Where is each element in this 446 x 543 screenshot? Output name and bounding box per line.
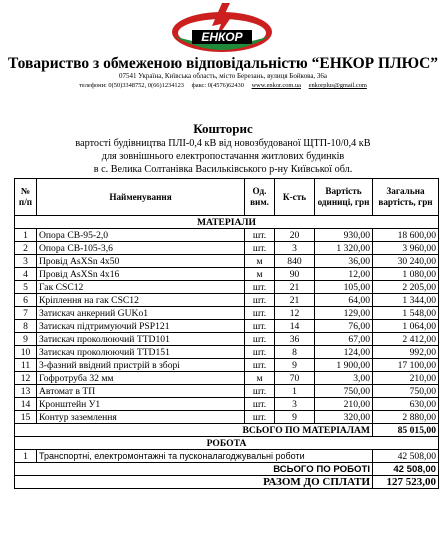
- row-qty: 21: [275, 294, 315, 307]
- grand-total-row: [15, 476, 439, 489]
- table-row: [15, 333, 439, 346]
- row-num: 7: [15, 307, 37, 320]
- row-num: 3: [15, 255, 37, 268]
- row-total: 2 412,00: [373, 333, 439, 346]
- materials-total-label: ВСЬОГО ПО МАТЕРІАЛАМ: [15, 424, 373, 437]
- materials-total-value: 85 015,00: [373, 424, 439, 437]
- row-unit-price: 76,00: [315, 320, 373, 333]
- document-subtitle-1: вартості будівництва ПЛІ-0,4 кВ від новозбудованої ЩТП-10/0,4 кВ: [75, 138, 371, 149]
- row-qty: 9: [275, 411, 315, 424]
- row-total: 2 205,00: [373, 281, 439, 294]
- row-num: 1: [15, 450, 37, 463]
- materials-total-row: [15, 424, 439, 437]
- work-total-value: 42 508,00: [373, 463, 439, 476]
- row-name: Затискач проколюючий TTD151: [37, 346, 245, 359]
- table-row: [15, 294, 439, 307]
- row-unit: м: [245, 268, 275, 281]
- row-name: Автомат в ТП: [37, 385, 245, 398]
- company-contacts: [0, 82, 446, 89]
- row-qty: 9: [275, 359, 315, 372]
- row-name: 3-фазний ввідний пристрій в зборі: [37, 359, 245, 372]
- header-num: № п/п: [15, 179, 37, 216]
- row-num: 12: [15, 372, 37, 385]
- document-subtitle-3: в с. Велика Солтанівка Васильківського р-ну Київської обл.: [93, 164, 353, 175]
- row-qty: 90: [275, 268, 315, 281]
- table-row: [15, 398, 439, 411]
- row-name: Затискач підтримуючий PSP121: [37, 320, 245, 333]
- row-qty: 70: [275, 372, 315, 385]
- header-name: Найменування: [37, 179, 245, 216]
- row-unit: м: [245, 372, 275, 385]
- row-num: 1: [15, 229, 37, 242]
- row-name: Опора СВ-105-3,6: [37, 242, 245, 255]
- row-unit: шт.: [245, 242, 275, 255]
- row-qty: 1: [275, 385, 315, 398]
- row-num: 15: [15, 411, 37, 424]
- row-total: 18 600,00: [373, 229, 439, 242]
- row-num: 2: [15, 242, 37, 255]
- document-subtitle-2: для зовнішнього електропостачання житлових будинків: [101, 151, 345, 162]
- company-address: 07541 Україна, Київська область, місто Березань, вулиця Бойкова, 36а: [118, 72, 328, 80]
- document-title: Кошторис: [193, 121, 253, 136]
- row-name: Кронштейн У1: [37, 398, 245, 411]
- company-logo: [164, 2, 280, 60]
- row-qty: 21: [275, 281, 315, 294]
- row-unit-price: 3,00: [315, 372, 373, 385]
- row-name: Затискач анкерний GUKo1: [37, 307, 245, 320]
- row-qty: 36: [275, 333, 315, 346]
- row-num: 5: [15, 281, 37, 294]
- work-total-row: [15, 463, 439, 476]
- table-row: [15, 242, 439, 255]
- row-total: 1 080,00: [373, 268, 439, 281]
- row-qty: 8: [275, 346, 315, 359]
- row-num: 8: [15, 320, 37, 333]
- table-row: [15, 359, 439, 372]
- table-row: [15, 255, 439, 268]
- table-row: [15, 411, 439, 424]
- row-total: 630,00: [373, 398, 439, 411]
- row-name: Опора СВ-95-2,0: [37, 229, 245, 242]
- row-num: 10: [15, 346, 37, 359]
- logo-text: ЕНКОР: [201, 30, 243, 44]
- row-num: 13: [15, 385, 37, 398]
- row-total: 1 344,00: [373, 294, 439, 307]
- row-unit: шт.: [245, 307, 275, 320]
- row-total: 1 548,00: [373, 307, 439, 320]
- work-section-title: РОБОТА: [15, 437, 439, 450]
- row-total: 992,00: [373, 346, 439, 359]
- row-num: 11: [15, 359, 37, 372]
- row-name: Кріплення на гак CSC12: [37, 294, 245, 307]
- row-total: 1 064,00: [373, 320, 439, 333]
- row-unit-price: 930,00: [315, 229, 373, 242]
- estimate-table: [14, 178, 439, 489]
- row-qty: 3: [275, 398, 315, 411]
- row-total: 17 100,00: [373, 359, 439, 372]
- row-name: Транспортні, електромонтажні та пусконалагоджувальні роботи: [37, 450, 373, 463]
- row-unit-price: 36,00: [315, 255, 373, 268]
- row-unit: шт.: [245, 398, 275, 411]
- grand-total-value: 127 523,00: [373, 476, 439, 489]
- row-unit: шт.: [245, 333, 275, 346]
- row-unit: м: [245, 255, 275, 268]
- table-row: [15, 307, 439, 320]
- row-unit-price: 1 900,00: [315, 359, 373, 372]
- row-name: Затискач проколюючий TTD101: [37, 333, 245, 346]
- row-qty: 20: [275, 229, 315, 242]
- row-name: Гак CSC12: [37, 281, 245, 294]
- grand-total-label: РАЗОМ ДО СПЛАТИ: [15, 476, 373, 489]
- materials-section-row: [15, 216, 439, 229]
- row-total: 2 880,00: [373, 411, 439, 424]
- header-qty: К-сть: [275, 179, 315, 216]
- row-unit: шт.: [245, 385, 275, 398]
- row-unit-price: 64,00: [315, 294, 373, 307]
- work-section-row: [15, 437, 439, 450]
- row-unit-price: 129,00: [315, 307, 373, 320]
- row-name: Провід AsXSn 4х16: [37, 268, 245, 281]
- row-num: 14: [15, 398, 37, 411]
- table-row: [15, 346, 439, 359]
- row-unit: шт.: [245, 294, 275, 307]
- row-num: 6: [15, 294, 37, 307]
- header-unit-price: Вартість одиниці, грн: [315, 179, 373, 216]
- row-total: 750,00: [373, 385, 439, 398]
- header-unit: Од. вим.: [245, 179, 275, 216]
- email-link[interactable]: enkorplus@gmail.com: [308, 82, 367, 89]
- table-row: [15, 281, 439, 294]
- row-qty: 14: [275, 320, 315, 333]
- materials-section-title: МАТЕРІАЛИ: [15, 216, 439, 229]
- row-total: 42 508,00: [373, 450, 439, 463]
- row-unit-price: 105,00: [315, 281, 373, 294]
- row-unit-price: 320,00: [315, 411, 373, 424]
- row-unit: шт.: [245, 229, 275, 242]
- table-row: [15, 229, 439, 242]
- row-unit-price: 12,00: [315, 268, 373, 281]
- table-row: [15, 450, 439, 463]
- row-name: Гофротруба 32 мм: [37, 372, 245, 385]
- row-unit-price: 124,00: [315, 346, 373, 359]
- row-unit: шт.: [245, 411, 275, 424]
- row-total: 30 240,00: [373, 255, 439, 268]
- row-qty: 12: [275, 307, 315, 320]
- row-unit: шт.: [245, 359, 275, 372]
- row-unit-price: 1 320,00: [315, 242, 373, 255]
- table-row: [15, 320, 439, 333]
- fax-number: факс: 0(4576)62430: [191, 82, 244, 89]
- row-unit: шт.: [245, 320, 275, 333]
- row-name: Контур заземлення: [37, 411, 245, 424]
- website-link[interactable]: www.enkor.com.ua: [251, 82, 302, 89]
- row-unit-price: 210,00: [315, 398, 373, 411]
- table-row: [15, 268, 439, 281]
- row-num: 4: [15, 268, 37, 281]
- table-row: [15, 372, 439, 385]
- phone-numbers: телефони: 0(50)3348752, 0(66)1234123: [79, 82, 184, 89]
- row-total: 210,00: [373, 372, 439, 385]
- row-qty: 3: [275, 242, 315, 255]
- table-row: [15, 385, 439, 398]
- header-total: Загальна вартість, грн: [373, 179, 439, 216]
- row-name: Провід AsXSn 4х50: [37, 255, 245, 268]
- row-unit-price: 67,00: [315, 333, 373, 346]
- row-qty: 840: [275, 255, 315, 268]
- row-unit: шт.: [245, 281, 275, 294]
- row-total: 3 960,00: [373, 242, 439, 255]
- row-unit: шт.: [245, 346, 275, 359]
- row-num: 9: [15, 333, 37, 346]
- table-header-row: [15, 179, 439, 216]
- work-total-label: ВСЬОГО ПО РОБОТІ: [15, 463, 373, 476]
- row-unit-price: 750,00: [315, 385, 373, 398]
- company-name: Товариство з обмеженою відповідальністю “ЕНКОР ПЛЮС”: [7, 55, 439, 72]
